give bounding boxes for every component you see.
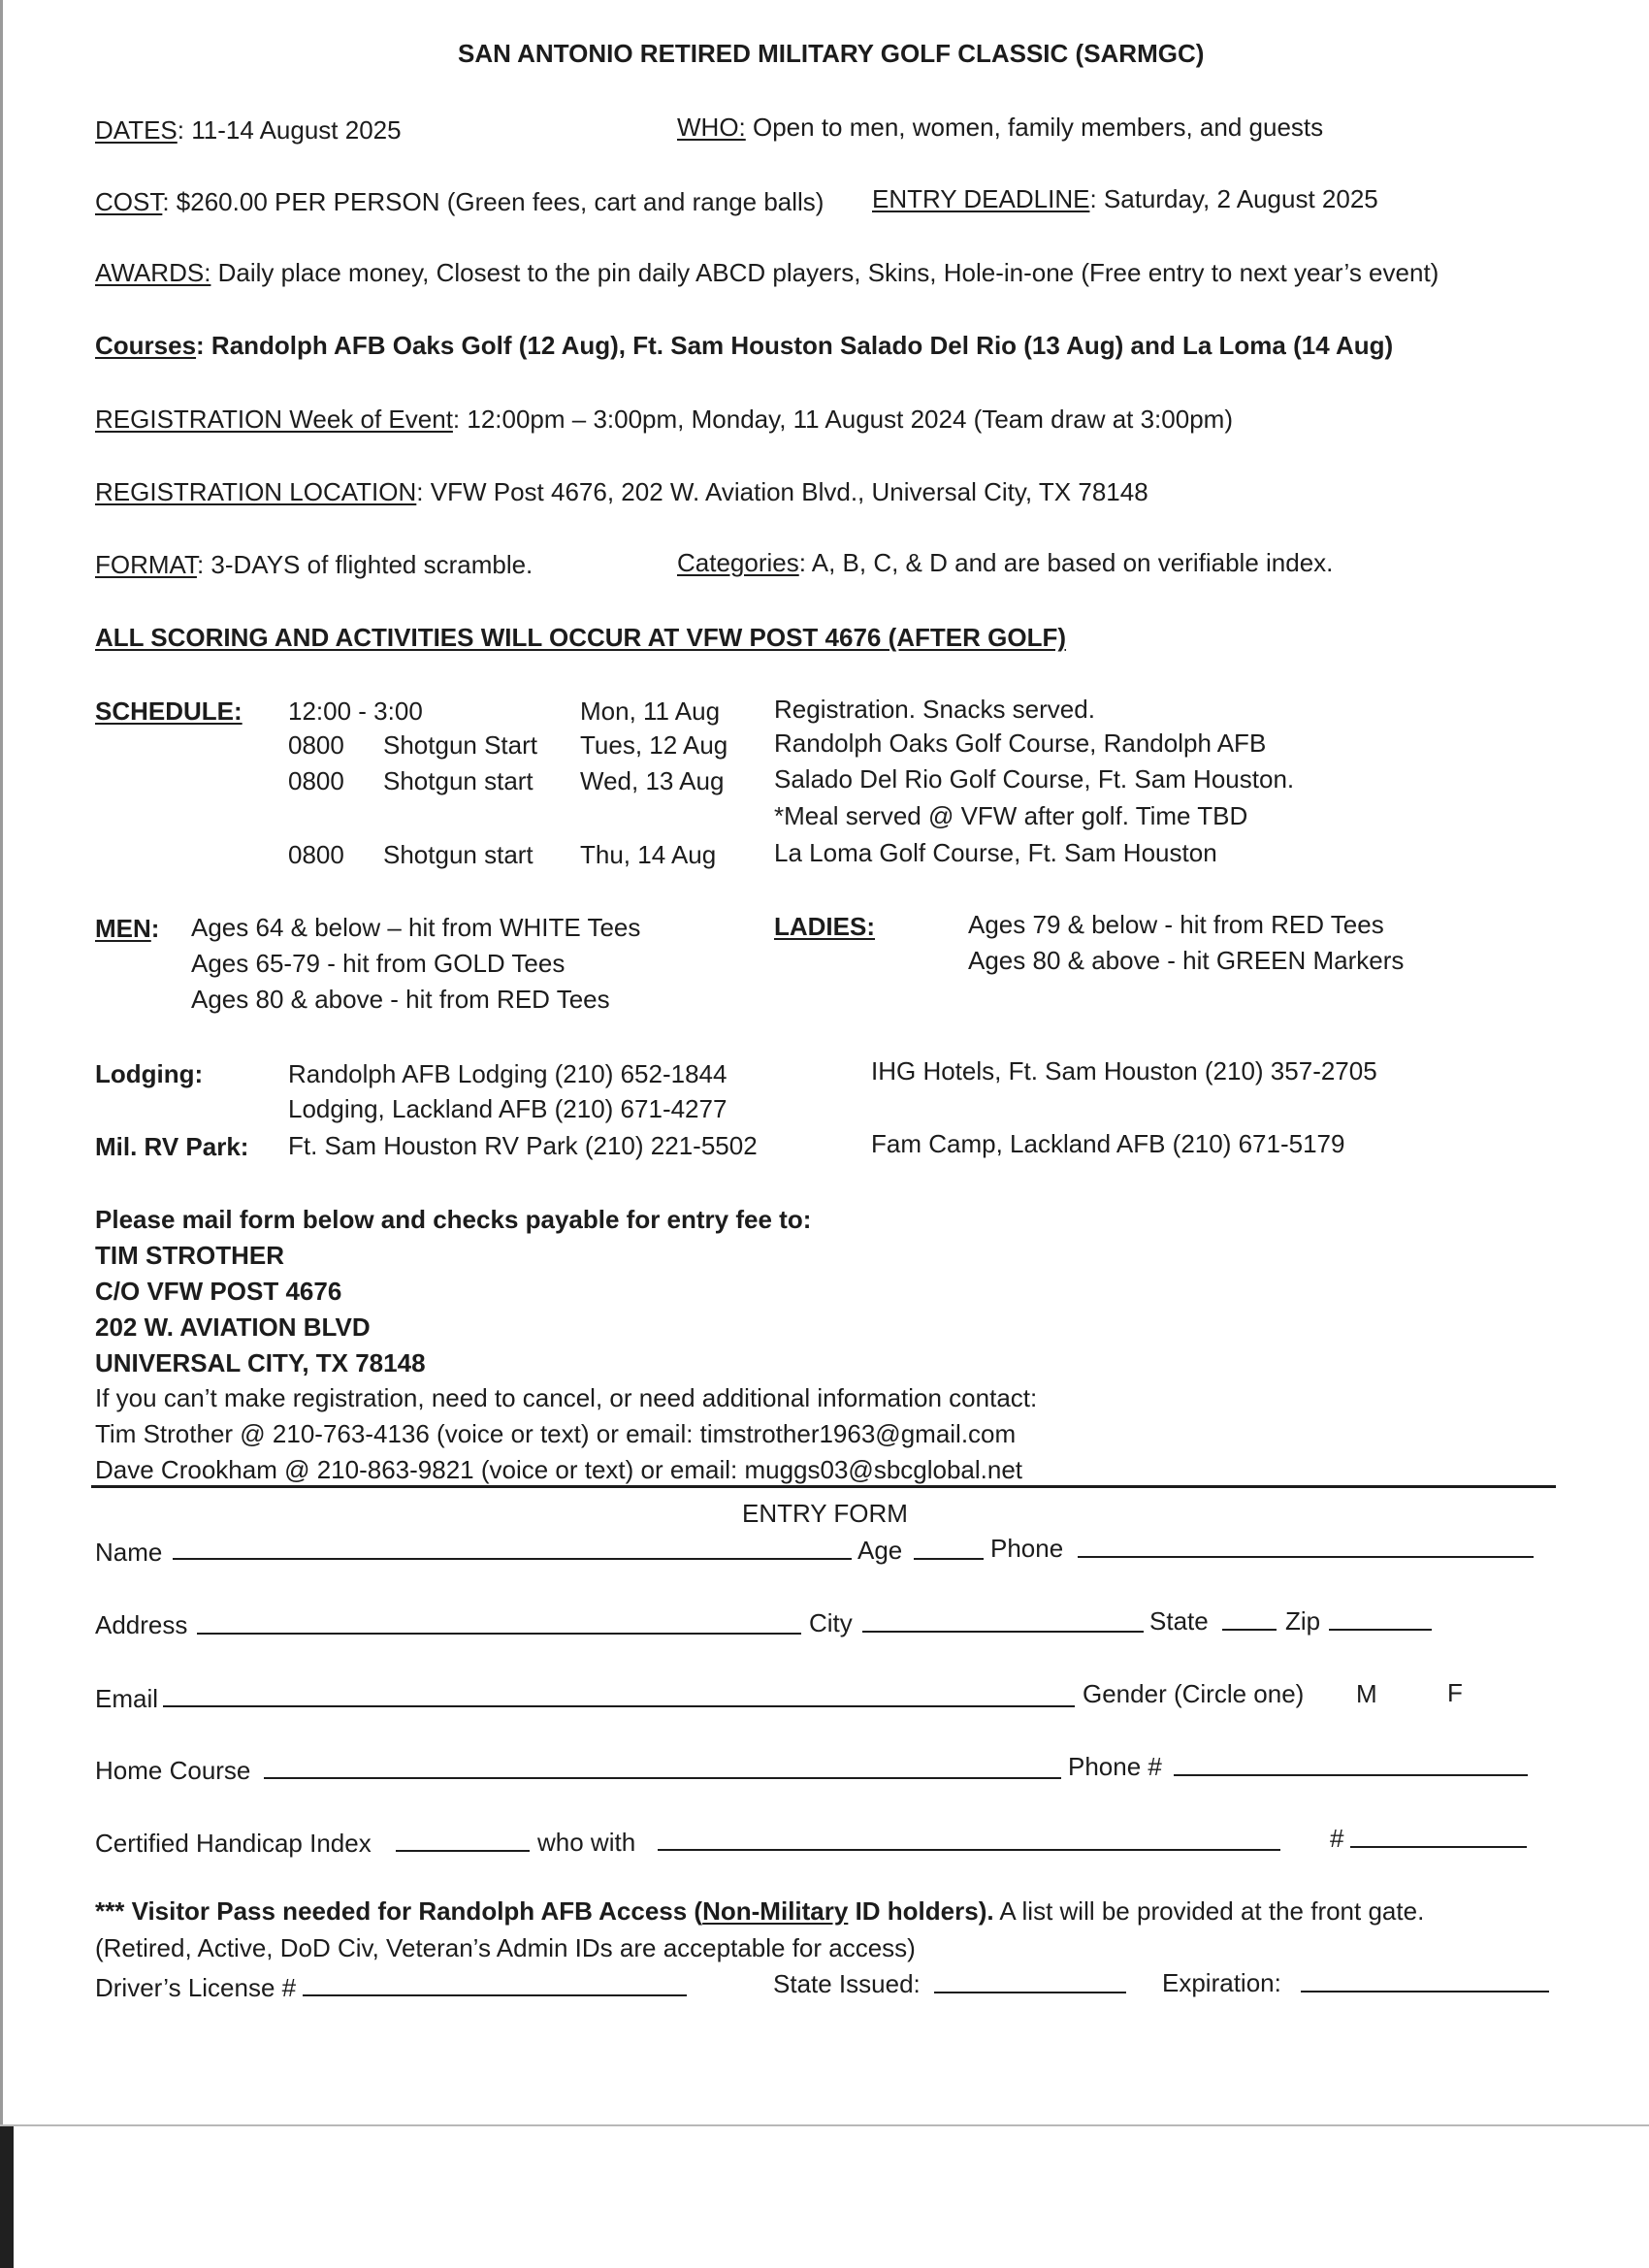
rv-park-label: Mil. RV Park: xyxy=(95,1132,249,1161)
mail-address-line: UNIVERSAL CITY, TX 78148 xyxy=(95,1348,426,1377)
gender-option-m[interactable]: M xyxy=(1356,1679,1377,1708)
visitor-pass-prefix: *** Visitor Pass needed for Randolph AFB Access ( xyxy=(95,1896,703,1926)
expiration-label: Expiration: xyxy=(1162,1968,1281,1997)
age-field[interactable] xyxy=(914,1558,984,1560)
handicap-label: Certified Handicap Index xyxy=(95,1829,372,1858)
dates-label: DATES xyxy=(95,115,178,145)
state-label: State xyxy=(1149,1606,1209,1636)
dates-row xyxy=(95,115,402,145)
registration-week-row xyxy=(95,405,1233,434)
rv-park-entry: Fam Camp, Lackland AFB (210) 671-5179 xyxy=(871,1129,1345,1158)
entry-form-heading: ENTRY FORM xyxy=(742,1499,908,1528)
cost-row xyxy=(95,187,824,216)
age-label: Age xyxy=(857,1536,903,1565)
schedule-desc: La Loma Golf Course, Ft. Sam Houston xyxy=(774,838,1217,867)
contact-line: Dave Crookham @ 210-863-9821 (voice or text) or email: muggs03@sbcglobal.net xyxy=(95,1455,1023,1484)
visitor-pass-line2: (Retired, Active, DoD Civ, Veteran’s Admin IDs are acceptable for access) xyxy=(95,1933,916,1962)
dates-value: : 11-14 August 2025 xyxy=(177,115,402,145)
deadline-row xyxy=(872,184,1378,213)
home-course-label: Home Course xyxy=(95,1756,251,1785)
categories-value: : A, B, C, & D and are based on verifiable index. xyxy=(798,548,1334,577)
form-separator xyxy=(91,1485,1556,1488)
ladies-tee-line: Ages 80 & above - hit GREEN Markers xyxy=(968,946,1405,975)
schedule-type: Shotgun Start xyxy=(383,730,537,760)
ladies-tee-line: Ages 79 & below - hit from RED Tees xyxy=(968,910,1384,939)
expiration-field[interactable] xyxy=(1301,1991,1549,1993)
gender-label: Gender (Circle one) xyxy=(1083,1679,1305,1708)
men-label: MEN xyxy=(95,914,151,943)
men-tee-line: Ages 80 & above - hit from RED Tees xyxy=(191,985,610,1014)
schedule-type: Shotgun start xyxy=(383,766,534,795)
who-row xyxy=(677,113,1323,142)
courses-label: Courses xyxy=(95,331,197,360)
schedule-type: Shotgun start xyxy=(383,840,534,869)
lodging-entry: IHG Hotels, Ft. Sam Houston (210) 357-2705 xyxy=(871,1056,1377,1085)
phone-number-label: Phone # xyxy=(1068,1752,1162,1781)
ladies-label: LADIES: xyxy=(774,912,875,941)
men-colon: : xyxy=(150,914,160,943)
lodging-label: Lodging: xyxy=(95,1059,204,1088)
visitor-pass-non-military: Non-Military xyxy=(702,1896,849,1926)
city-label: City xyxy=(809,1608,853,1637)
email-label: Email xyxy=(95,1684,159,1713)
cost-label: COST xyxy=(95,187,163,216)
schedule-time: 0800 xyxy=(288,766,344,795)
name-label: Name xyxy=(95,1538,163,1567)
schedule-day: Tues, 12 Aug xyxy=(580,730,728,760)
schedule-label: SCHEDULE: xyxy=(95,697,242,726)
schedule-desc: *Meal served @ VFW after golf. Time TBD xyxy=(774,801,1248,830)
who-with-label: who with xyxy=(537,1828,636,1857)
contact-line: Tim Strother @ 210-763-4136 (voice or text) or email: timstrother1963@gmail.com xyxy=(95,1419,1017,1448)
visitor-pass-rest: A list will be provided at the front gate. xyxy=(993,1896,1425,1926)
drivers-license-field[interactable] xyxy=(303,1994,687,1996)
awards-label: AWARDS: xyxy=(95,258,211,287)
address-label: Address xyxy=(95,1610,188,1639)
scan-edge xyxy=(0,2124,1649,2126)
schedule-time: 12:00 - 3:00 xyxy=(288,697,423,726)
men-heading xyxy=(95,914,159,943)
courses-value: : Randolph AFB Oaks Golf (12 Aug), Ft. Sam Houston Salado Del Rio (13 Aug) and La Loma (14 Aug) xyxy=(196,331,1394,360)
handicap-field[interactable] xyxy=(396,1850,530,1852)
deadline-value: : Saturday, 2 August 2025 xyxy=(1089,184,1378,213)
visitor-pass-suffix: ID holders). xyxy=(848,1896,994,1926)
scan-edge xyxy=(0,0,3,2268)
mail-address-line: 202 W. AVIATION BLVD xyxy=(95,1312,371,1342)
city-field[interactable] xyxy=(862,1631,1144,1633)
format-label: FORMAT xyxy=(95,550,197,579)
registration-location-label: REGISTRATION LOCATION xyxy=(95,477,417,506)
schedule-day: Mon, 11 Aug xyxy=(580,697,721,726)
document-title: SAN ANTONIO RETIRED MILITARY GOLF CLASSIC (SARMGC) xyxy=(458,39,1205,68)
state-field[interactable] xyxy=(1222,1629,1277,1631)
zip-label: Zip xyxy=(1285,1606,1321,1636)
state-issued-label: State Issued: xyxy=(773,1969,921,1998)
format-value: : 3-DAYS of flighted scramble. xyxy=(196,550,534,579)
mail-heading: Please mail form below and checks payable for entry fee to: xyxy=(95,1205,812,1234)
visitor-pass-note xyxy=(95,1896,1424,1926)
home-course-field[interactable] xyxy=(264,1777,1061,1779)
email-field[interactable] xyxy=(163,1705,1075,1707)
lodging-entry: Randolph AFB Lodging (210) 652-1844 xyxy=(288,1059,728,1088)
who-with-field[interactable] xyxy=(658,1849,1280,1851)
rv-park-entry: Ft. Sam Houston RV Park (210) 221-5502 xyxy=(288,1131,758,1160)
phone-label: Phone xyxy=(990,1534,1064,1563)
phone-field[interactable] xyxy=(1078,1556,1534,1558)
who-with-number-field[interactable] xyxy=(1350,1846,1527,1848)
schedule-day: Wed, 13 Aug xyxy=(580,766,725,795)
awards-value: Daily place money, Closest to the pin daily ABCD players, Skins, Hole-in-one (Free entry to next year’s event) xyxy=(210,258,1439,287)
schedule-desc: Randolph Oaks Golf Course, Randolph AFB xyxy=(774,729,1267,758)
zip-field[interactable] xyxy=(1329,1629,1432,1631)
schedule-desc: Registration. Snacks served. xyxy=(774,695,1095,724)
deadline-label: ENTRY DEADLINE xyxy=(872,184,1090,213)
contact-intro: If you can’t make registration, need to cancel, or need additional information contact: xyxy=(95,1383,1038,1412)
state-issued-field[interactable] xyxy=(934,1992,1126,1993)
mail-address-line: C/O VFW POST 4676 xyxy=(95,1277,342,1306)
registration-week-value: : 12:00pm – 3:00pm, Monday, 11 August 2024 (Team draw at 3:00pm) xyxy=(452,405,1233,434)
cost-value: : $260.00 PER PERSON (Green fees, cart and range balls) xyxy=(162,187,824,216)
who-with-number-label: # xyxy=(1330,1824,1344,1853)
men-tee-line: Ages 65-79 - hit from GOLD Tees xyxy=(191,949,566,978)
men-tee-line: Ages 64 & below – hit from WHITE Tees xyxy=(191,913,641,942)
who-label: WHO: xyxy=(677,113,746,142)
categories-row xyxy=(677,548,1333,577)
phone-number-field[interactable] xyxy=(1174,1774,1528,1776)
scoring-note: ALL SCORING AND ACTIVITIES WILL OCCUR AT VFW POST 4676 (AFTER GOLF) xyxy=(95,623,1067,652)
categories-label: Categories xyxy=(677,548,799,577)
schedule-time: 0800 xyxy=(288,730,344,760)
schedule-day: Thu, 14 Aug xyxy=(580,840,717,869)
schedule-time: 0800 xyxy=(288,840,344,869)
format-row xyxy=(95,550,533,579)
awards-row xyxy=(95,258,1439,287)
registration-week-label: REGISTRATION Week of Event xyxy=(95,405,453,434)
scan-edge xyxy=(0,2126,14,2268)
courses-row xyxy=(95,331,1393,360)
who-value: Open to men, women, family members, and guests xyxy=(745,113,1324,142)
lodging-entry: Lodging, Lackland AFB (210) 671-4277 xyxy=(288,1094,728,1123)
drivers-license-label: Driver’s License # xyxy=(95,1973,297,2002)
gender-option-f[interactable]: F xyxy=(1447,1678,1463,1707)
name-field[interactable] xyxy=(173,1558,852,1560)
address-field[interactable] xyxy=(197,1633,801,1635)
mail-address-line: TIM STROTHER xyxy=(95,1241,284,1270)
registration-location-value: : VFW Post 4676, 202 W. Aviation Blvd., Universal City, TX 78148 xyxy=(416,477,1148,506)
schedule-desc: Salado Del Rio Golf Course, Ft. Sam Houston. xyxy=(774,764,1295,794)
registration-location-row xyxy=(95,477,1148,506)
